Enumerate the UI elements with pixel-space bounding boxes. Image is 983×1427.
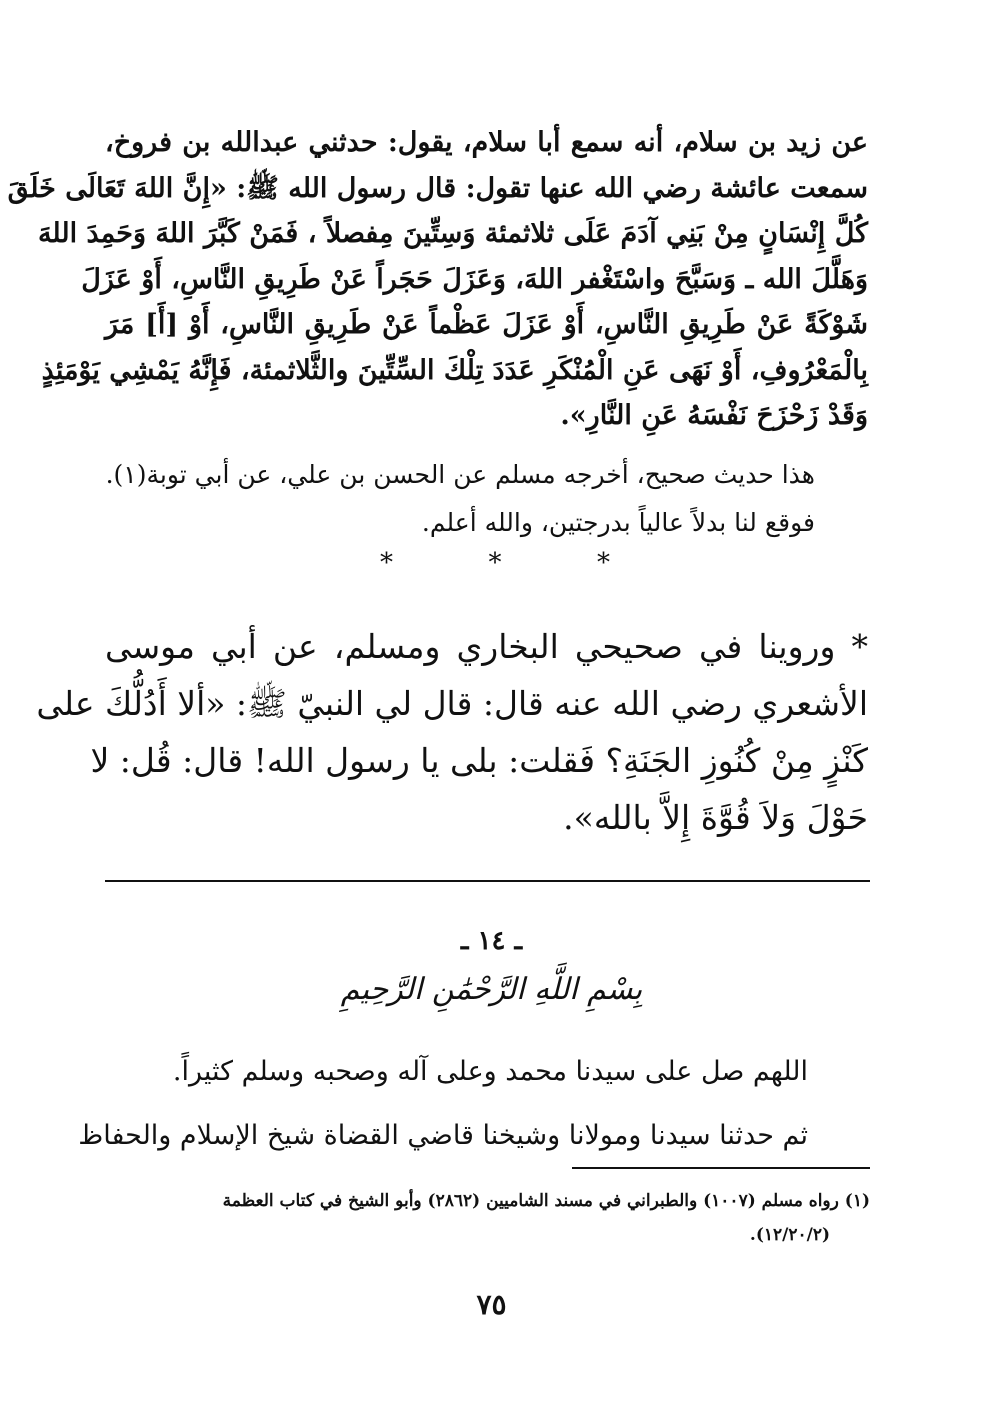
text-line: * وروينا في صحيحي البخاري ومسلم، عن أبي موسى	[105, 627, 868, 666]
text-line: عن زيد بن سلام، أنه سمع أبا سلام، يقول: حدثني عبدالله بن فروخ،	[105, 127, 868, 158]
text-line: اللهم صل على سيدنا محمد وعلى آله وصحبه وسلم كثيراً.	[172, 1056, 808, 1087]
text-line: كُلَّ إِنْسَانٍ مِنْ بَنِي آدَمَ عَلَى ثلاثمئة وَسِتِّينَ مِفصلاً ، فَمَنْ كَبَّرَ اللهَ وَحَمِدَ اللهَ	[37, 218, 868, 249]
opening-paragraph	[78, 1040, 808, 1168]
text-line: الأشعري رضي الله عنه قال: قال لي النبيّ ﷺ: «ألا أَدُلُّكَ على	[36, 684, 868, 723]
hadith-paragraph-aisha	[7, 120, 868, 439]
footnote-line: (١٢/٢٠/٢).	[749, 1225, 830, 1245]
text-line: ثم حدثنا سيدنا ومولانا وشيخنا قاضي القضاة شيخ الإسلام والحفاظ	[78, 1120, 808, 1151]
footnote-line: (١) رواه مسلم (١٠٠٧) والطبراني في مسند الشاميين (٢٨٦٢) وأبو الشيخ في كتاب العظمة	[222, 1191, 870, 1211]
text-line: بِالْمَعْرُوفِ، أَوْ نَهَى عَنِ الْمُنْكَرِ عَدَدَ تِلْكَ السِّتِّينَ والثَّلاثمئة، فَإِنَّهُ يَمْشِي يَوْمَئِذٍ	[41, 354, 868, 386]
text-line: كَنْزٍ مِنْ كُنُوزِ الجَنَةِ؟ فَقلت: بلى يا رسول الله! قال: قُل: لا	[90, 741, 868, 780]
text-line: حَوْلَ وَلاَ قُوَّةَ إِلاَّ بالله».	[563, 798, 868, 837]
grading-paragraph	[105, 451, 815, 547]
text-line: فوقع لنا بدلاً عالياً بدرجتين، والله أعلم.	[421, 508, 815, 537]
asterisk-icon: *	[380, 548, 393, 578]
text-line: وَهَلَّلَ الله ـ وَسَبَّحَ واسْتَغْفر اللهَ، وَعَزَلَ حَجَراً عَنْ طَرِيقِ النَّاسِ، أَوْ عَزَلَ	[81, 263, 868, 295]
footnote	[105, 1184, 870, 1252]
section-number: ـ ١٤ ـ	[460, 926, 523, 956]
text-line: وَقَدْ زَحْزَحَ نَفْسَهُ عَنِ النَّارِ».	[560, 400, 868, 431]
footnote-divider	[572, 1167, 870, 1169]
asterisk-icon: *	[488, 548, 502, 578]
hadith-paragraph-abu-musa	[36, 618, 868, 846]
section-divider	[105, 880, 870, 882]
section-separator	[380, 548, 610, 578]
text-line: شَوْكَةً عَنْ طَرِيقِ النَّاسِ، أَوْ عَزَلَ عَظْماً عَنْ طَرِيقِ النَّاسِ، أَوْ [أَ] مَرَ	[105, 309, 868, 340]
asterisk-icon: *	[597, 548, 610, 578]
basmala-heading: بِسْمِ اللَّهِ الرَّحْمَٰنِ الرَّحِيمِ	[340, 972, 643, 1007]
text-line: هذا حديث صحيح، أخرجه مسلم عن الحسن بن علي، عن أبي توبة(١).	[105, 460, 815, 489]
page-number: ٧٥	[476, 1288, 507, 1321]
text-line: سمعت عائشة رضي الله عنها تقول: قال رسول الله ﷺ: «إِنَّ اللهَ تَعَالَى خَلَقَ	[7, 172, 868, 204]
